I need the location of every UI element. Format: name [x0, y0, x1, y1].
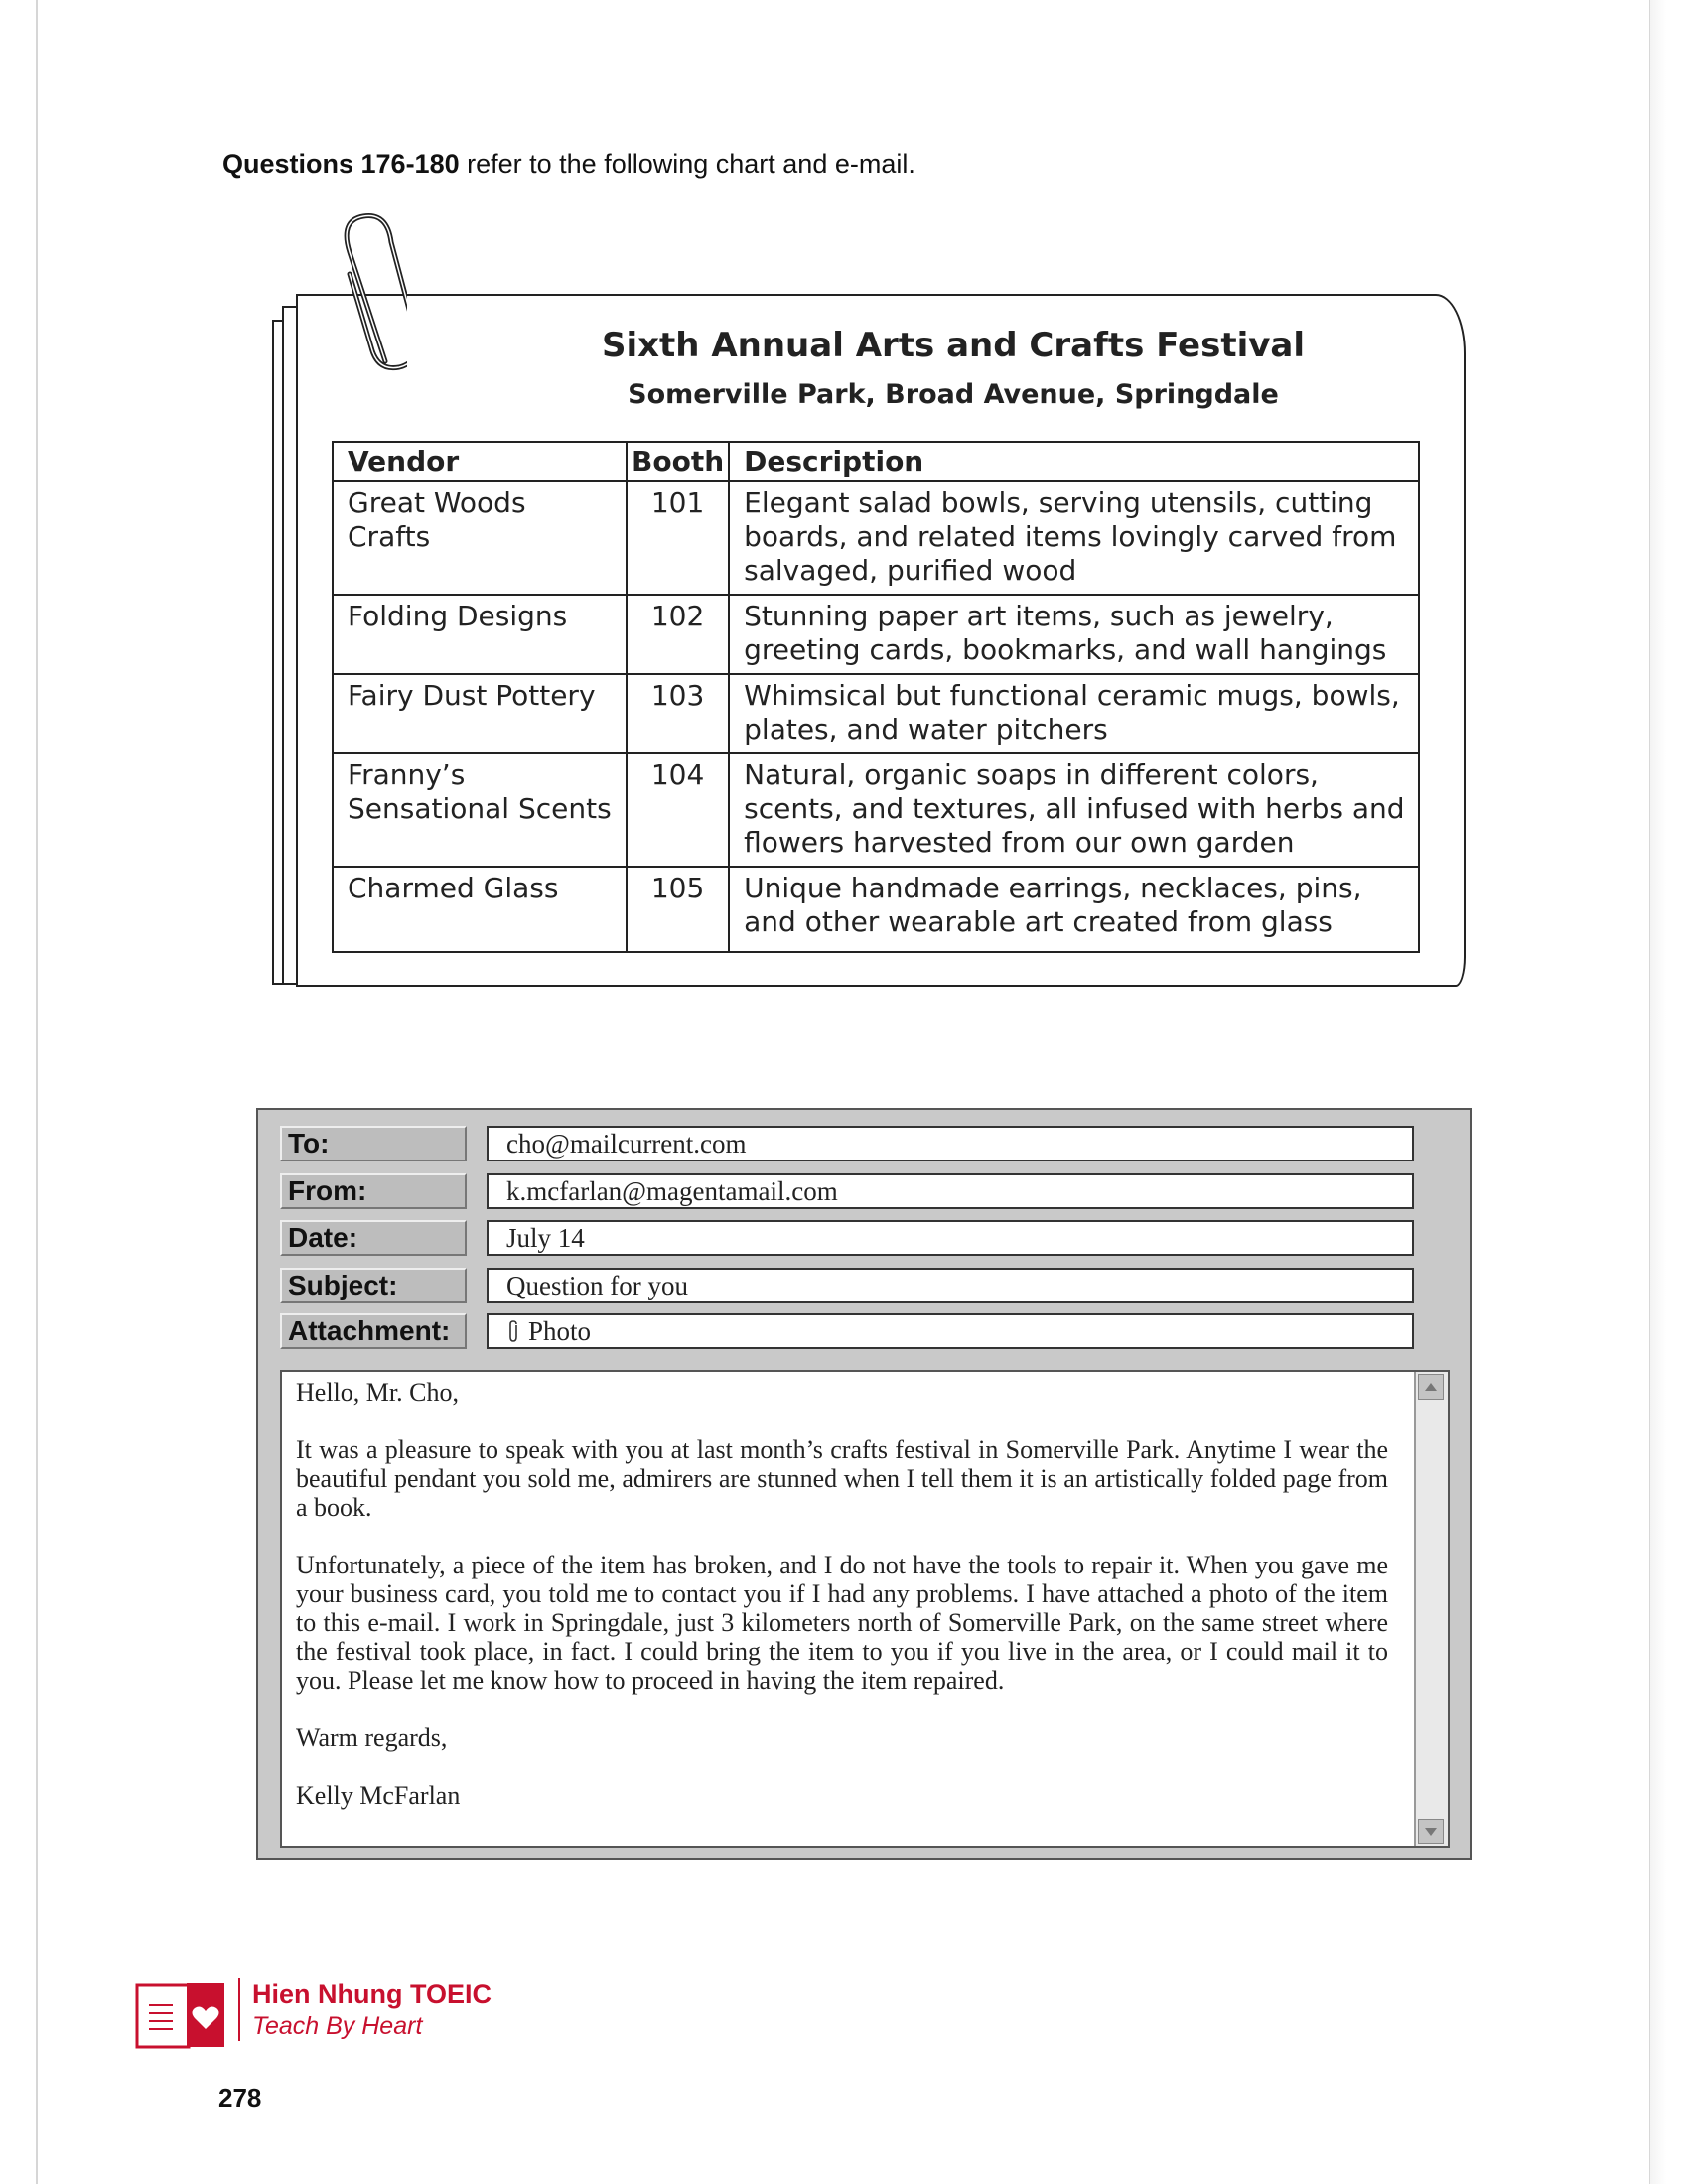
- vendor-table: [332, 441, 1420, 953]
- column-header-vendor: Vendor: [333, 442, 627, 481]
- body-paragraph-1: It was a pleasure to speak with you at last month’s crafts festival in Somerville Park. Anytime I wear the beautiful pendant you sold me, admirers are stunned when I tell them it is an artistically folded page from a book.: [296, 1435, 1388, 1522]
- booth-cell: 104: [627, 753, 729, 867]
- column-header-description: Description: [729, 442, 1419, 481]
- booth-cell: 103: [627, 674, 729, 753]
- to-field[interactable]: cho@mailcurrent.com: [487, 1126, 1414, 1161]
- vendor-cell: Franny’s Sensational Scents: [333, 753, 627, 867]
- chart-subtitle: Somerville Park, Broad Avenue, Springdale: [628, 379, 1279, 410]
- from-field[interactable]: k.mcfarlan@magentamail.com: [487, 1173, 1414, 1209]
- body-paragraph-2: Unfortunately, a piece of the item has broken, and I do not have the tools to repair it. When you gave me your business card, you told me to contact you if I had any problems. I have attached a photo of the item to this e-mail. I work in Springdale, just 3 kilometers north of Somerville Park, on the same street where the festival took place, in fact. I could bring the item to you if you live in the area, or I could mail it to you. Please let me know how to proceed in having the item repaired.: [296, 1551, 1388, 1695]
- table-header-row: [333, 442, 1419, 481]
- book-heart-logo: [135, 1981, 230, 2053]
- scroll-down-button[interactable]: [1418, 1819, 1444, 1844]
- festival-chart: [268, 290, 1468, 1005]
- vendor-cell: Charmed Glass: [333, 867, 627, 952]
- email-body-text: [296, 1378, 1388, 1810]
- table-row: [333, 595, 1419, 674]
- arrow-up-icon: [1419, 1375, 1443, 1399]
- table-row: [333, 674, 1419, 753]
- closing: Warm regards,: [296, 1723, 448, 1752]
- description-cell: Unique handmade earrings, necklaces, pins, and other wearable art created from glass: [729, 867, 1419, 952]
- signature: Kelly McFarlan: [296, 1781, 461, 1810]
- description-cell: Whimsical but functional ceramic mugs, bowls, plates, and water pitchers: [729, 674, 1419, 753]
- date-label: Date:: [280, 1220, 467, 1256]
- page-number: 278: [218, 2083, 262, 2113]
- subject-field[interactable]: Question for you: [487, 1268, 1414, 1303]
- to-label: To:: [280, 1126, 467, 1161]
- scroll-up-button[interactable]: [1418, 1374, 1444, 1400]
- from-label: From:: [280, 1173, 467, 1209]
- vendor-cell: Fairy Dust Pottery: [333, 674, 627, 753]
- brand-name: Hien Nhung TOEIC: [252, 1979, 492, 2009]
- table-row: [333, 867, 1419, 952]
- intro-text: refer to the following chart and e-mail.: [459, 149, 915, 179]
- booth-cell: 102: [627, 595, 729, 674]
- date-field[interactable]: July 14: [487, 1220, 1414, 1256]
- description-cell: Elegant salad bowls, serving utensils, cutting boards, and related items lovingly carved from salvaged, purified wood: [729, 481, 1419, 595]
- paperclip-icon: [506, 1319, 520, 1343]
- greeting: Hello, Mr. Cho,: [296, 1378, 459, 1407]
- arrow-down-icon: [1419, 1820, 1443, 1843]
- question-range: Questions 176-180: [222, 149, 460, 179]
- attachment-field[interactable]: [487, 1313, 1414, 1349]
- page-edge-left: [36, 0, 38, 2184]
- column-header-booth: Booth: [627, 442, 729, 481]
- scrollbar[interactable]: [1414, 1372, 1448, 1846]
- table-row: [333, 753, 1419, 867]
- attachment-label: Attachment:: [280, 1313, 467, 1349]
- brand-tagline: Teach By Heart: [252, 2012, 423, 2040]
- description-cell: Stunning paper art items, such as jewelry, greeting cards, bookmarks, and wall hangings: [729, 595, 1419, 674]
- email-window: [256, 1108, 1472, 1860]
- attachment-name[interactable]: Photo: [528, 1316, 592, 1346]
- table-row: [333, 481, 1419, 595]
- brand-block: [238, 1978, 492, 2041]
- subject-label: Subject:: [280, 1268, 467, 1303]
- intro-line: [222, 149, 915, 180]
- chart-title: Sixth Annual Arts and Crafts Festival: [601, 326, 1306, 365]
- email-body: [280, 1370, 1450, 1848]
- description-cell: Natural, organic soaps in different colors, scents, and textures, all infused with herbs and flowers harvested from our own garden: [729, 753, 1419, 867]
- vendor-cell: Great Woods Crafts: [333, 481, 627, 595]
- booth-cell: 101: [627, 481, 729, 595]
- page-edge-right: [1649, 0, 1666, 2184]
- vendor-cell: Folding Designs: [333, 595, 627, 674]
- paper-clip-icon: [328, 212, 407, 411]
- booth-cell: 105: [627, 867, 729, 952]
